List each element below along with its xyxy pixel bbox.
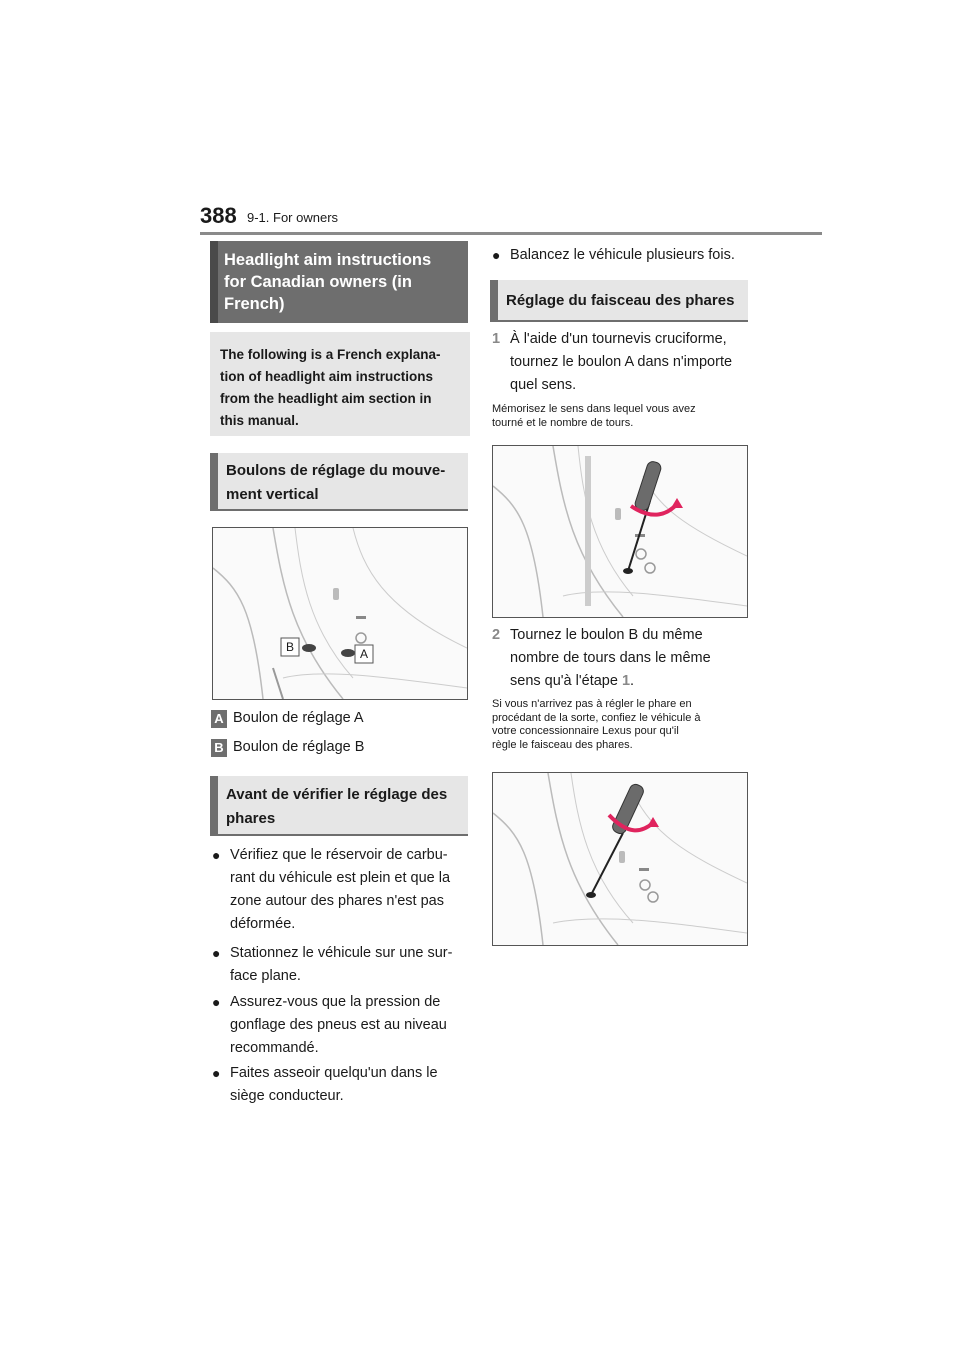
note-line: Si vous n'arrivez pas à régler le phare en <box>492 698 692 710</box>
page-number: 388 <box>200 203 237 228</box>
label-a: A <box>359 647 368 661</box>
note-line: Mémorisez le sens dans lequel vous avez <box>492 403 696 415</box>
heading-line: Boulons de réglage du mouve- <box>226 462 446 479</box>
bullet-item <box>212 942 470 988</box>
note-line: votre concessionnaire Lexus pour qu'il <box>492 725 679 737</box>
bullet-item <box>492 244 792 267</box>
screwdriver-bolt-a-illustration <box>493 446 747 617</box>
note-1 <box>492 403 772 430</box>
step-line: tournez le boulon A dans n'importe <box>510 354 733 370</box>
bullet-line: Vérifiez que le réservoir de carbu- <box>230 847 448 863</box>
header-divider <box>200 232 822 235</box>
intro-line: from the headlight aim section in <box>220 391 432 406</box>
screwdriver-bolt-b-illustration <box>493 773 747 945</box>
bullet-line: déformée. <box>230 916 296 932</box>
badge-b: B <box>211 739 227 757</box>
section-title: 9-1. For owners <box>247 210 339 225</box>
intro-line: this manual. <box>220 413 299 428</box>
bullet-line: rant du véhicule est plein et que la <box>230 870 451 886</box>
bullet-line: zone autour des phares n'est pas <box>230 893 444 909</box>
bullet-line: siège conducteur. <box>230 1088 344 1104</box>
step-line: À l'aide d'un tournevis cruciforme, <box>510 331 727 347</box>
legend-b-text: Boulon de réglage B <box>233 739 365 755</box>
figure-step1 <box>492 445 748 618</box>
step-line: Tournez le boulon B du même <box>510 627 703 643</box>
headlight-illustration <box>213 528 467 699</box>
title-line: French) <box>224 295 285 313</box>
step-line: quel sens. <box>510 377 577 393</box>
intro-box <box>210 332 470 436</box>
bullet-line: Faites asseoir quelqu'un dans le <box>230 1065 438 1081</box>
step-line: nombre de tours dans le même <box>510 650 711 666</box>
heading-beam-adjust <box>490 280 748 322</box>
figure-bolts <box>212 527 468 700</box>
bullet-line: Stationnez le véhicule sur une sur- <box>230 945 453 961</box>
figure-step2 <box>492 772 748 946</box>
step-line: . <box>630 673 635 689</box>
bullet-item <box>212 1062 470 1108</box>
bullet-line: gonflage des pneus est au niveau <box>230 1017 447 1033</box>
bullet-dot-icon: ● <box>212 1065 221 1081</box>
heading-line: ment vertical <box>226 486 319 503</box>
bullet-line: recommandé. <box>230 1040 319 1056</box>
step-number: 2 <box>492 627 501 643</box>
note-line: règle le faisceau des phares. <box>492 738 633 751</box>
heading-line: Réglage du faisceau des phares <box>506 292 735 309</box>
badge-a: A <box>211 710 227 728</box>
step-ref-number: 1 <box>621 673 631 689</box>
step-number: 1 <box>492 331 501 347</box>
bullet-dot-icon: ● <box>212 847 221 863</box>
bullet-dot-icon: ● <box>212 945 221 961</box>
step-1 <box>492 328 772 397</box>
step-line: sens qu'à l'étape <box>510 673 622 689</box>
intro-line: tion of headlight aim instructions <box>220 369 434 384</box>
bullet-item <box>212 844 470 936</box>
heading-line: phares <box>226 810 276 827</box>
note-line: tourné et le nombre de tours. <box>492 416 634 429</box>
bullet-item <box>212 991 470 1060</box>
title-box <box>210 241 468 323</box>
bullet-dot-icon: ● <box>212 994 221 1010</box>
heading-before-check <box>210 776 468 836</box>
bullet-dot-icon: ● <box>492 247 501 263</box>
step-2 <box>492 624 772 693</box>
heading-vertical-bolts <box>210 453 468 511</box>
note-line: procédant de la sorte, confiez le véhicule à <box>492 711 701 724</box>
bullet-line: Assurez-vous que la pression de <box>230 994 441 1010</box>
title-line: Headlight aim instructions <box>224 251 432 269</box>
legend-a-text: Boulon de réglage A <box>233 710 364 726</box>
intro-line: The following is a French explana- <box>220 347 441 362</box>
heading-line: Avant de vérifier le réglage des <box>226 786 448 803</box>
label-b: B <box>285 640 294 654</box>
bullet-line: face plane. <box>230 968 301 984</box>
title-line: for Canadian owners (in <box>224 273 412 291</box>
bullet-line: Balancez le véhicule plusieurs fois. <box>510 247 735 263</box>
note-2 <box>492 698 772 752</box>
